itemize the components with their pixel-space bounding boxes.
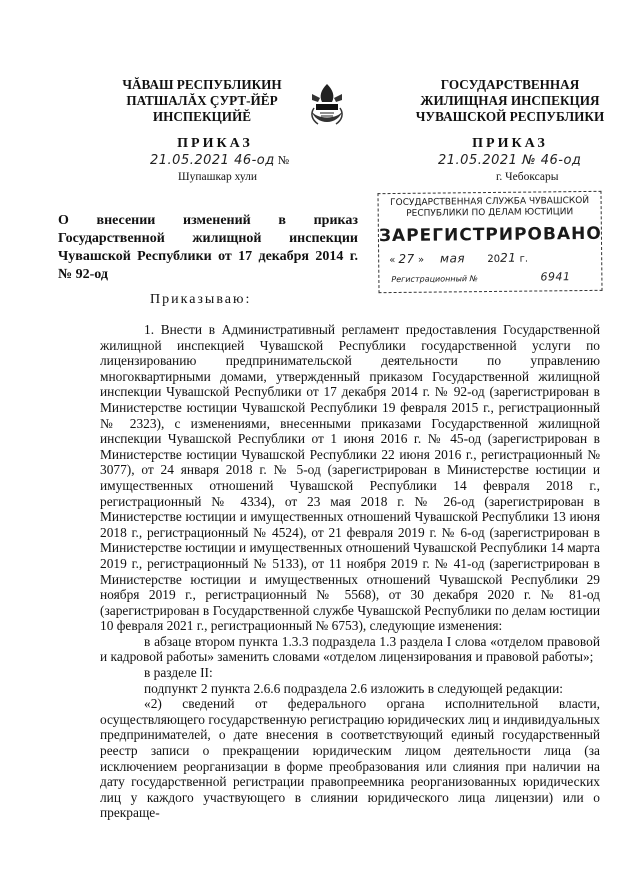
document-body bbox=[100, 322, 600, 821]
stamp-reg-number bbox=[391, 270, 570, 285]
header-right-line2: ЖИЛИЩНАЯ ИНСПЕКЦИЯ bbox=[420, 93, 600, 108]
stamp-date-close: » bbox=[417, 254, 425, 266]
paragraph: подпункт 2 пункта 2.6.6 подраздела 2.6 изложить в следующей редакции: bbox=[144, 680, 563, 696]
paragraph: «2) сведений от федерального органа исполнительной власти, осуществляющего государственную регистрацию юридических лиц и индивидуальных предпринимателей, о дате внесения в соответствующий единый государственный реестр записи о прекращении юридическим лицом деятельности лица (за исключением реорганизации в форме преобразования или слияния при наличии на дату государственной регистрации правопреемника реорганизованных юридических лиц у каждого участвующего в слиянии юридического лица лицензии) или о прекраще- bbox=[100, 696, 600, 821]
number-left-sign: № bbox=[277, 153, 290, 167]
stamp-status: ЗАРЕГИСТРИРОВАНО bbox=[378, 223, 602, 247]
stamp-org bbox=[379, 196, 601, 220]
stamp-date-suffix: г. bbox=[519, 253, 529, 265]
stamp-date-open: « bbox=[389, 254, 396, 267]
city-right: г. Чебоксары bbox=[496, 171, 559, 183]
paragraph: 1. Внести в Административный регламент предоставления Государственной жилищной инспекцией Чувашской Республики государственной услуги по лицензированию предпринимательской деятельности по управлению многоквартирными домами, утвержденный приказом Государственной жилищной инспекции Чувашской Республики от 17 декабря 2014 г. № 92-од (зарегистрирован в Министерстве юстиции Чувашской Республики 19 февраля 2015 г., регистрационный № 2323), с изменениями, внесенными приказами Государственной жилищной инспекции Чувашской Республики от 1 июня 2016 г. № 45-од (зарегистрирован в Министерстве юстиции Чувашской Республики 22 июня 2016 г., регистрационный № 3077), от 24 января 2018 г. № 5-од (зарегистрирован в Министерстве юстиции и имущественных отношений Чувашской Республики 14 февраля 2018 г., регистрационный № 4334), от 23 мая 2018 г. № 26-од (зарегистрирован в Министерстве юстиции и имущественных отношений Чувашской Республики 13 июня 2018 г., регистрационный № 4524), от 21 февраля 2019 г. № 6-од (зарегистрирован в Министерстве юстиции и имущественных отношений Чувашской Республики 14 марта 2019 г., регистрационный № 5133), от 11 ноября 2019 г. № 41-од (зарегистрирован в Министерстве юстиции и имущественных отношений Чувашской Республики 29 ноября 2019 г., регистрационный № 5568), от 30 декабря 2020 г. № 81-од (зарегистрирован в Государственной службе Чувашской Республики по делам юстиции 10 февраля 2021 г., регистрационный № 6753), следующие изменения: bbox=[100, 322, 600, 634]
number-right-handwritten: 21.05.2021 № 46-од bbox=[438, 153, 582, 168]
stamp-date-century: 20 bbox=[487, 253, 501, 266]
header-right-line3: ЧУВАШСКОЙ РЕСПУБЛИКИ bbox=[415, 109, 605, 124]
registration-stamp bbox=[377, 191, 602, 293]
stamp-date-day: 27 bbox=[398, 251, 415, 266]
header-left-org bbox=[92, 77, 312, 125]
number-left-handwritten: 21.05.2021 46-од bbox=[150, 153, 275, 168]
doc-type-right: ПРИКАЗ bbox=[472, 136, 548, 151]
stamp-reg-value: 6941 bbox=[540, 270, 571, 284]
stamp-org-line2: РЕСПУБЛИКИ ПО ДЕЛАМ ЮСТИЦИИ bbox=[406, 207, 574, 219]
document-subject: О внесении изменений в приказ Государственной жилищной инспекции Чувашской Республики от 17 декабря 2014 г. № 92-од bbox=[58, 213, 358, 282]
paragraph: в абзаце втором пункта 1.3.3 подраздела 1.3 раздела I слова «отделом правовой и кадровой работы» заменить словами «отделом лицензирования и правовой работы»; bbox=[100, 633, 600, 665]
number-right bbox=[438, 153, 581, 168]
doc-type-left: ПРИКАЗ bbox=[177, 136, 253, 151]
chuvash-emblem-icon bbox=[306, 80, 348, 128]
header-left-line3: ИНСПЕКЦИЙĔ bbox=[152, 109, 252, 124]
stamp-date bbox=[389, 250, 594, 266]
header-right-org bbox=[400, 77, 620, 125]
stamp-date-month: мая bbox=[439, 251, 466, 266]
header-right-line1: ГОСУДАРСТВЕННАЯ bbox=[440, 77, 580, 92]
city-left: Шупашкар хули bbox=[178, 171, 258, 183]
stamp-reg-label: Регистрационный № bbox=[391, 274, 479, 285]
stamp-date-year: 21 bbox=[500, 250, 517, 265]
header-left-line2: ПАТШАЛĂХ ÇУРТ-ЙĔР bbox=[126, 93, 278, 108]
number-left bbox=[150, 153, 289, 168]
header-left-line1: ЧĂВАШ РЕСПУБЛИКИН bbox=[122, 77, 282, 92]
stamp-org-line1: ГОСУДАРСТВЕННАЯ СЛУЖБА ЧУВАШСКОЙ bbox=[390, 195, 590, 209]
paragraph: в разделе II: bbox=[144, 665, 213, 681]
command-word: Приказываю: bbox=[150, 292, 252, 307]
